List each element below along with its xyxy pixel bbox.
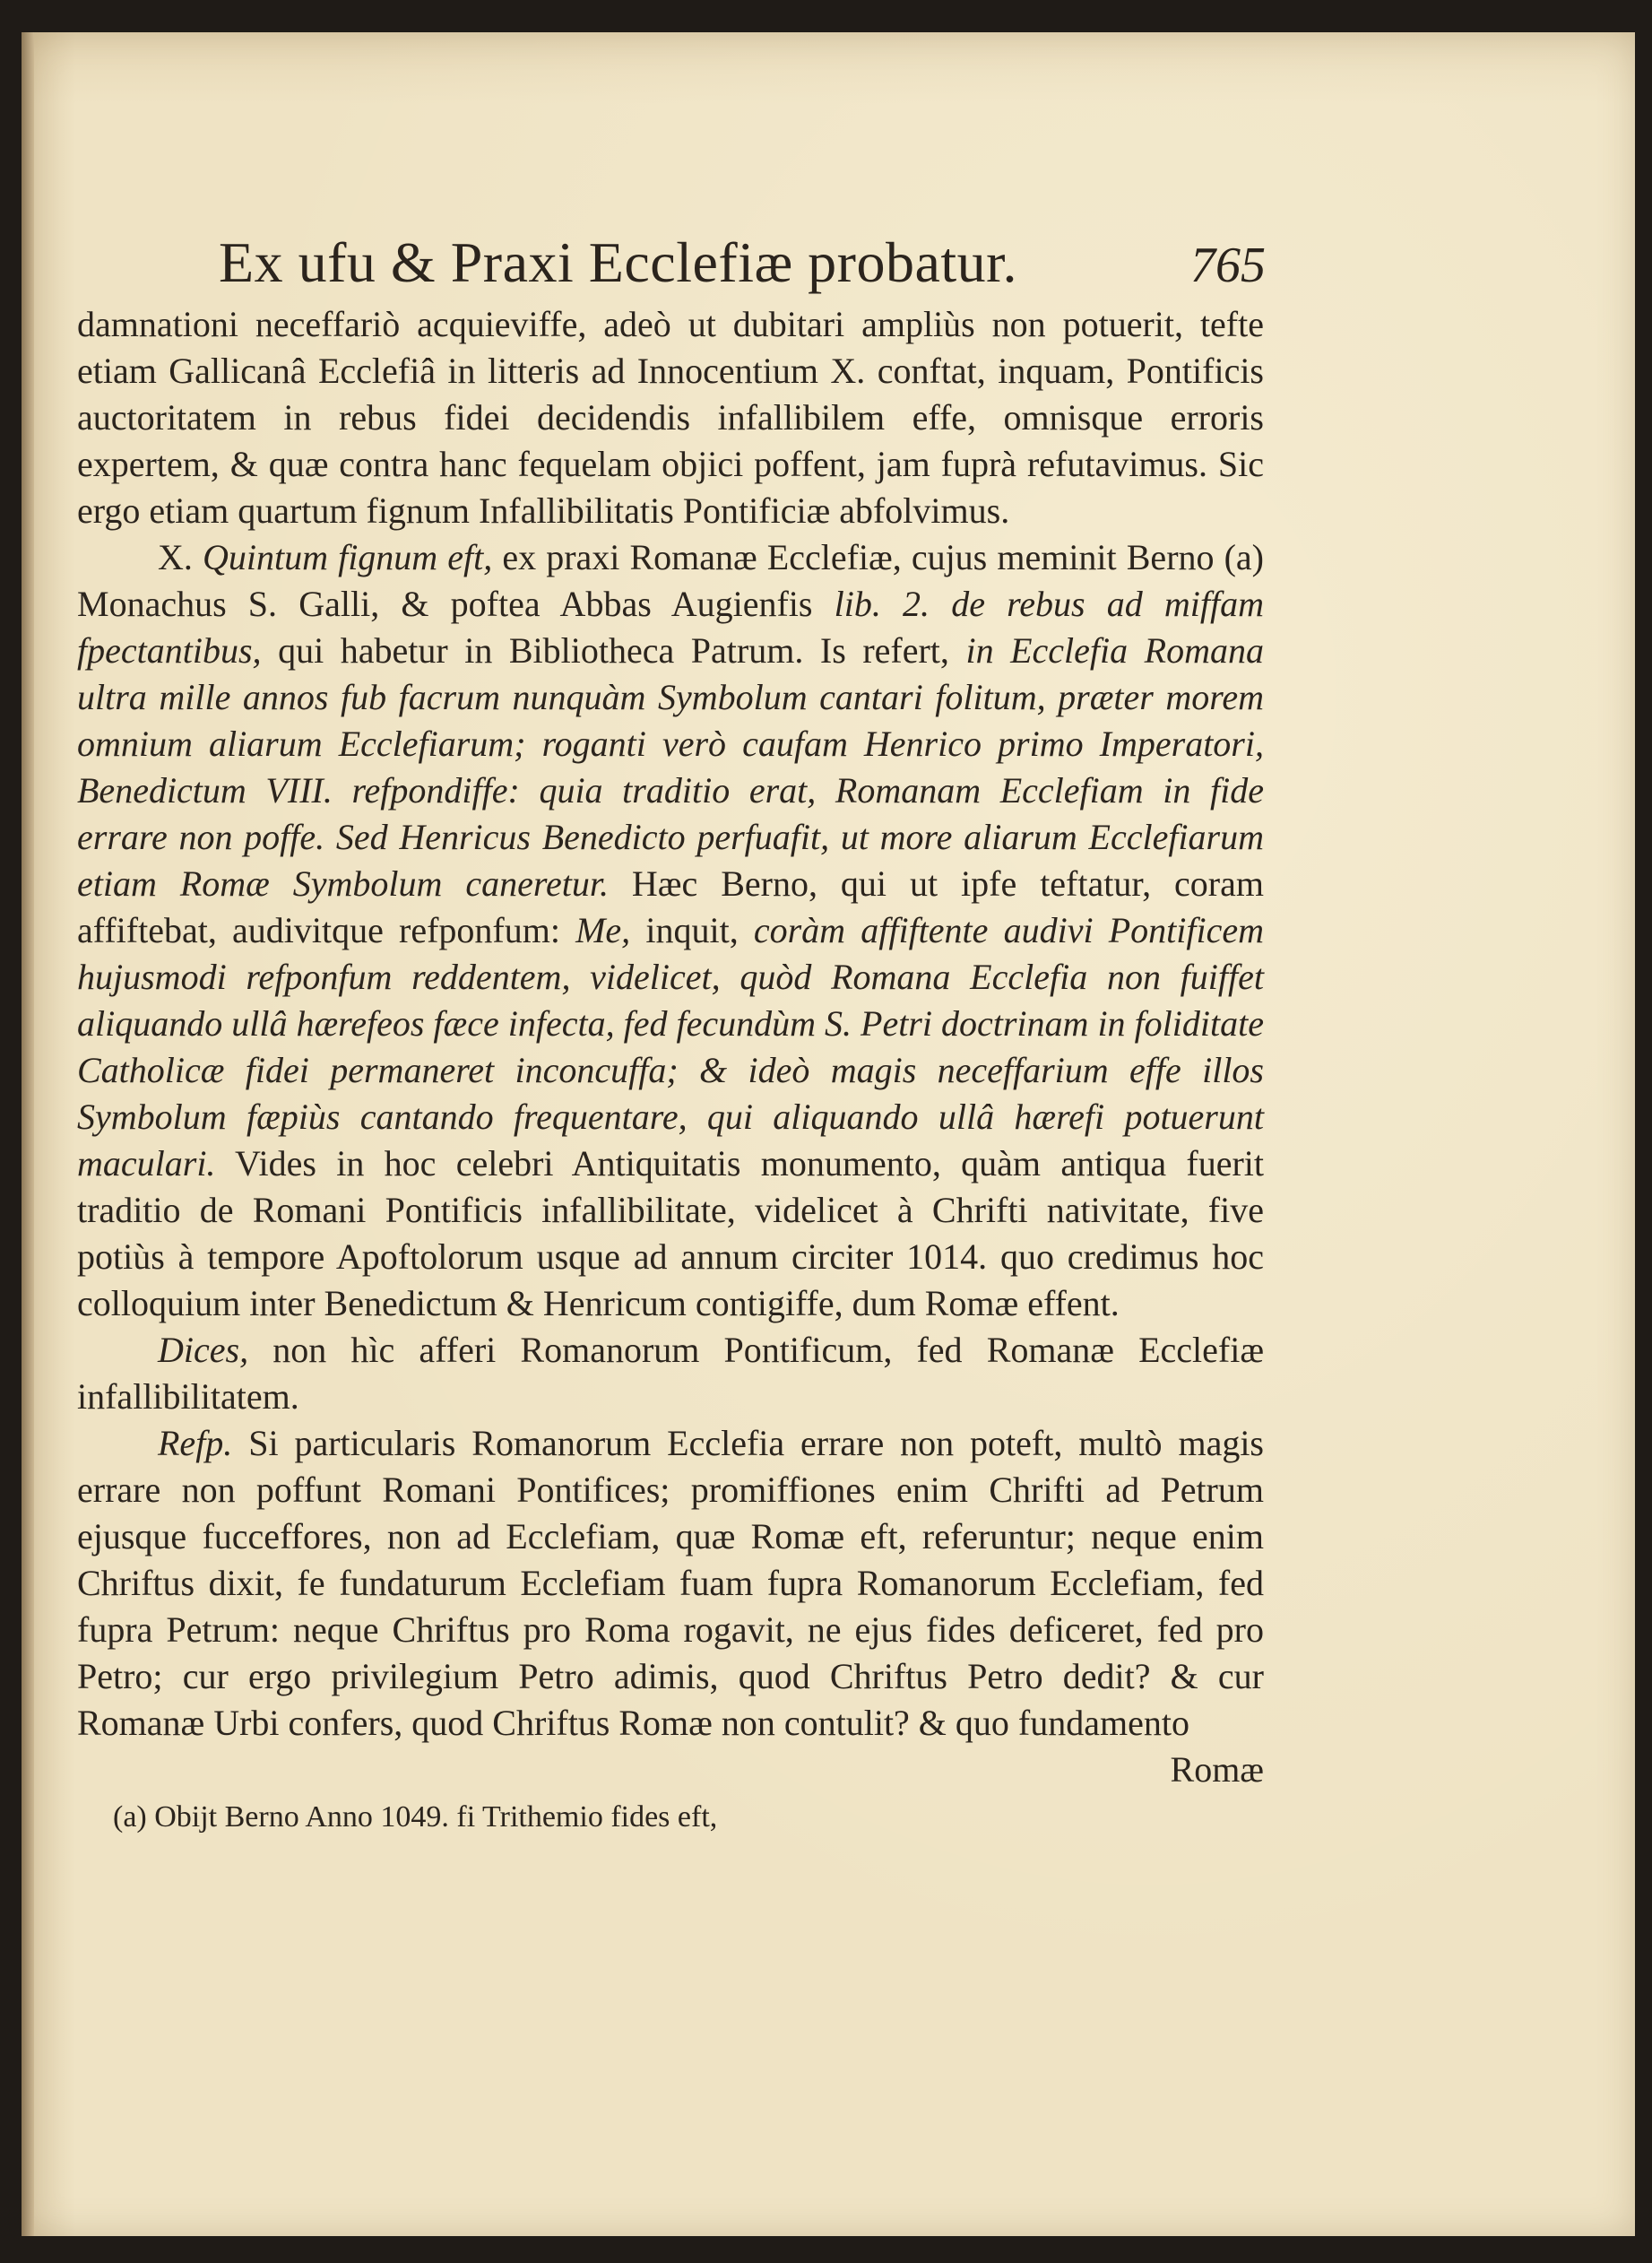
text-run: non hìc afferi Romanorum Pontificum, fed Romanæ Ecclefiæ infallibilitatem. <box>77 1330 1264 1417</box>
footnote: (a) Obijt Berno Anno 1049. fi Trithemio fides eft, <box>113 1800 718 1834</box>
italic-text-run: Quintum fignum eft, <box>202 537 493 577</box>
page-gutter-edge <box>22 32 34 2236</box>
text-run: Si particularis Romanorum Ecclefia errare non poteft, multò magis errare non poffunt Romani Pontifices; promiffiones enim Chrifti ad Petrum ejusque fucceffores, non ad Ecclefiam, quæ Romæ eft, referuntur; neque enim Chriftus dixit, fe fundaturum Ecclefiam fuam fupra Romanorum Ecclefiam, fed fupra Petrum: neque Chriftus pro Roma rogavit, ne ejus fides deficeret, fed pro Petro; cur ergo privilegium Petro adimis, quod Chriftus Petro dedit? & cur Romanæ Urbi confers, quod Chriftus Romæ non contulit? & quo fundamento <box>77 1423 1264 1743</box>
italic-text-run: Refp. <box>158 1423 233 1463</box>
running-head-title: Ex ufu & Praxi Ecclefiæ probatur. <box>219 230 1017 294</box>
paragraph-section-x <box>77 534 1264 1327</box>
text-run: inquit, <box>630 910 754 950</box>
catchword: Romæ <box>1170 1749 1264 1790</box>
italic-text-run: Dices, <box>158 1330 249 1370</box>
text-run: ex praxi Romanæ Ecclefiæ, cujus meminit Berno (a) Monachus S. Galli, & poftea Abbas Augienfis <box>77 537 1264 624</box>
text-run: damnationi neceffariò acquieviffe, adeò ut dubitari ampliùs non potuerit, tefte etiam Gallicanâ Ecclefiâ in litteris ad Innocentium X. conftat, inquam, Pontificis auctoritatem in rebus fidei decidendis infallibilem effe, omnisque erroris expertem, & quæ contra hanc fequelam objici poffent, jam fuprà refutavimus. Sic ergo etiam quartum fignum Infallibilitatis Pontificiæ abfolvimus. <box>77 304 1264 531</box>
running-head <box>50 203 1266 301</box>
italic-text-run: in Ecclefia Romana ultra mille annos fub facrum nunquàm Symbolum cantari folitum, præter morem omnium aliarum Ecclefiarum; roganti verò caufam Henrico primo Imperatori, Benedictum VIII. refpondiffe: quia traditio erat, Romanam Ecclefiam in fide errare non poffe. Sed Henricus Benedicto perfuafit, ut more aliarum Ecclefiarum etiam Romæ Symbolum caneretur. <box>77 630 1265 904</box>
text-run: Hæc Berno, qui ut ipfe teftatur, coram affiftebat, audivitque refponfum: <box>77 863 1264 950</box>
page-text-block <box>50 203 1266 1838</box>
paragraph-response <box>77 1420 1264 1747</box>
page-number: 765 <box>1190 238 1266 293</box>
paragraph-objection <box>77 1327 1264 1420</box>
text-run: X. <box>158 537 203 577</box>
paragraph-continuation <box>77 301 1264 534</box>
book-page <box>22 32 1635 2236</box>
text-run: Vides in hoc celebri Antiquitatis monumento, quàm antiqua fuerit traditio de Romani Pontificis infallibilitate, videlicet à Chrifti nativitate, five potiùs à tempore Apoftolorum usque ad annum circiter 1014. quo credimus hoc colloquium inter Benedictum & Henricum contigiffe, dum Romæ effent. <box>77 1143 1264 1323</box>
italic-text-run: Me, <box>575 910 631 950</box>
body-text <box>77 301 1264 1747</box>
text-run: qui habetur in Bibliotheca Patrum. Is refert, <box>261 630 966 671</box>
italic-text-run: lib. 2. de rebus ad miffam fpectantibus, <box>77 584 1264 671</box>
italic-text-run: coràm affiftente audivi Pontificem hujusmodi refponfum reddentem, videlicet, quòd Romana Ecclefia non fuiffet aliquando ullâ hærefeos fæce infecta, fed fecundùm S. Petri doctrinam in foliditate Catholicæ fidei permaneret inconcuffa; & ideò magis neceffarium effe illos Symbolum fæpiùs cantando frequentare, qui aliquando ullâ hærefi potuerunt maculari. <box>77 910 1264 1184</box>
